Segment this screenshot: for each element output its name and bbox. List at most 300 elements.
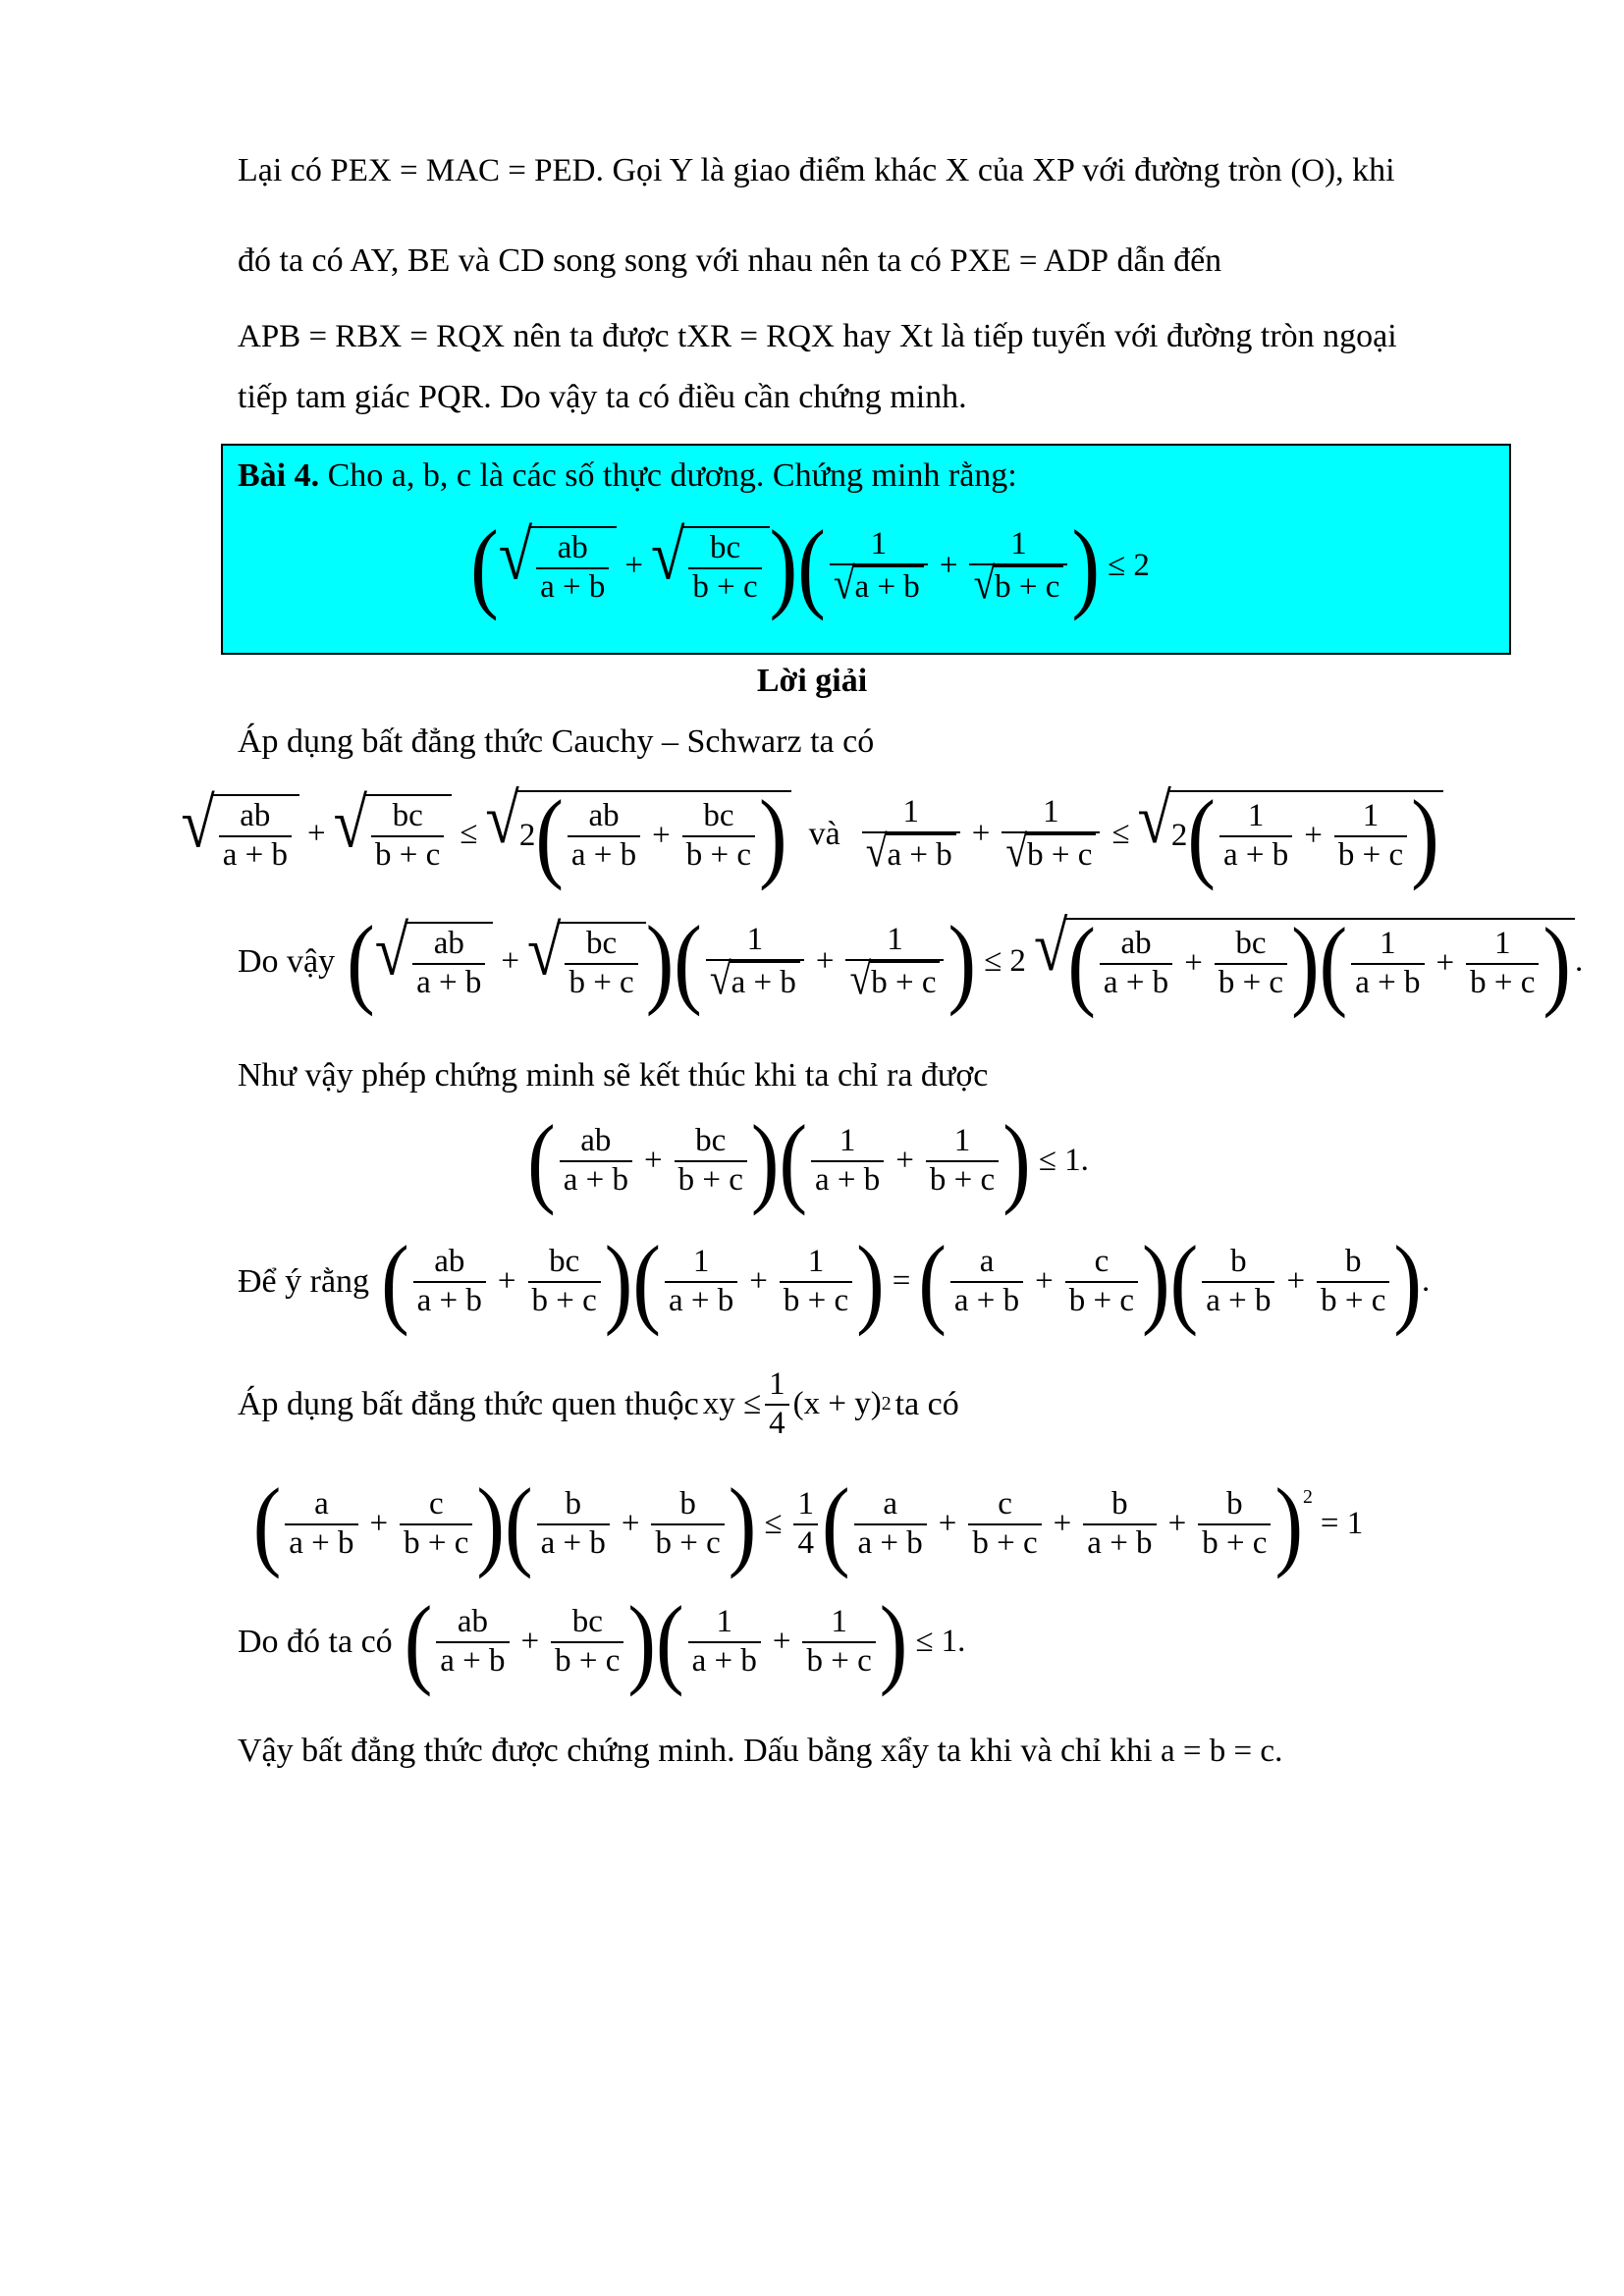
fraction (969, 526, 1067, 607)
intro-line-1 (238, 126, 1496, 216)
fraction (1065, 1244, 1138, 1320)
denominator: b + c (651, 1523, 724, 1563)
radical-sign: √ (973, 559, 996, 609)
denominator: a + b (1083, 1523, 1156, 1563)
fraction (688, 1604, 761, 1681)
numerator: a (979, 1243, 995, 1279)
numerator: bc (703, 797, 734, 833)
denominator: 4 (765, 1404, 789, 1443)
denominator: b + c (926, 1160, 999, 1200)
sqrt (973, 559, 1063, 609)
radical-sign: √ (1033, 906, 1068, 987)
solution-p1: Áp dụng bất đẳng thức Cauchy – Schwarz ta có (238, 723, 875, 760)
operator: + (1304, 818, 1323, 854)
numerator: b (1111, 1485, 1128, 1522)
numerator: bc (571, 1603, 603, 1639)
numerator: 1 (692, 1243, 710, 1279)
text: hay Xt là tiếp tuyến với đường tròn ngoại (834, 318, 1397, 354)
operator: ≤ 1. (915, 1624, 966, 1660)
numerator: b (1344, 1243, 1362, 1279)
fraction (845, 922, 944, 1002)
numerator: ab (588, 797, 620, 833)
paren: ( (1169, 1225, 1199, 1338)
denominator: a + b (854, 1523, 927, 1563)
sqrt (865, 827, 956, 877)
numerator: 1 (953, 1122, 971, 1158)
fraction (682, 798, 755, 875)
denominator: a + b (285, 1523, 357, 1563)
paren: ) (750, 1104, 780, 1217)
denominator: a + b (568, 835, 640, 875)
operator: + (1035, 1263, 1054, 1300)
intro-line-4: tiếp tam giác PQR. Do vậy ta có điều cần chứng minh. (238, 379, 967, 415)
operator: ≤ (1111, 816, 1130, 852)
operator: ≤ (460, 816, 478, 852)
numerator: 1 (797, 1485, 814, 1522)
fraction (1334, 798, 1407, 875)
text: ta có (894, 1385, 959, 1422)
math-inline: a = b = c (1161, 1734, 1275, 1769)
fraction (1100, 926, 1172, 1002)
denominator: b + c (1317, 1281, 1389, 1320)
problem-box (221, 444, 1511, 655)
radical-sign: √ (1005, 827, 1028, 877)
equation-am-gm (0, 1468, 1624, 1580)
numerator: 1 (1494, 925, 1511, 961)
exponent: 2 (881, 1393, 892, 1415)
operator: + (1184, 945, 1203, 982)
exponent: 2 (1303, 1486, 1313, 1508)
numerator: bc (709, 529, 741, 565)
fraction (1198, 1486, 1271, 1563)
numerator: bc (392, 797, 423, 833)
radical-sign: √ (527, 911, 562, 990)
paren: ) (1142, 1225, 1170, 1338)
label: Do đó ta có (238, 1623, 393, 1660)
numerator: bc (549, 1243, 580, 1279)
sqrt (485, 778, 790, 892)
radical-sign: √ (709, 954, 731, 1004)
fraction (651, 1486, 724, 1563)
denominator: a + b (665, 1281, 737, 1320)
operator: ≤ 1. (1038, 1143, 1089, 1179)
text: đó ta có AY, BE và CD song song với nhau nên ta có (238, 242, 950, 279)
numerator: 1 (887, 921, 903, 957)
paren: ( (527, 1104, 556, 1217)
text: , khi (1335, 152, 1395, 188)
radicand (1169, 779, 1443, 892)
math-part: . (1574, 943, 1584, 980)
numerator: 1 (831, 1603, 847, 1639)
radicand: a + b (853, 565, 924, 607)
denominator: b + c (802, 1641, 875, 1681)
numerator: ab (434, 1243, 465, 1279)
denominator: b + c (780, 1281, 852, 1320)
label: Để ý rằng (238, 1262, 370, 1300)
operator: + (497, 1263, 516, 1300)
radicand (530, 526, 617, 607)
equation-cauchy (0, 778, 1624, 892)
fraction (1466, 926, 1539, 1002)
operator: + (643, 1143, 663, 1179)
math-part: xy ≤ (702, 1386, 762, 1422)
operator: + (369, 1506, 389, 1542)
paren: ) (1393, 1225, 1422, 1338)
denominator: a + b (560, 1160, 632, 1200)
operator: = (892, 1263, 911, 1300)
numerator: 1 (1380, 925, 1396, 961)
denominator: a + b (412, 963, 485, 1002)
operator: + (1167, 1506, 1187, 1542)
text: Vậy bất đẳng thức được chứng minh. Dấu bằng xẩy ta khi và chỉ khi (238, 1733, 1162, 1769)
problem-text: Cho a, b, c là các số thực dương. Chứng minh rằng: (319, 457, 1017, 494)
paren: ) (1002, 1104, 1031, 1217)
numerator: 1 (716, 1603, 732, 1639)
operator: = 1 (1320, 1506, 1364, 1542)
paren: ( (535, 779, 564, 892)
fraction (565, 926, 637, 1002)
radical-sign: √ (374, 911, 409, 990)
paren: ) (856, 1225, 885, 1338)
intro-line-3 (238, 292, 1496, 382)
numerator: a (883, 1485, 897, 1522)
numerator: 1 (1247, 797, 1265, 833)
denominator: b + c (400, 1523, 472, 1563)
sqrt (374, 911, 494, 1002)
sqrt (709, 954, 800, 1004)
fraction (1219, 798, 1292, 875)
fraction (400, 1486, 472, 1563)
equation-do-vay (238, 905, 1584, 1020)
paren: ( (381, 1225, 409, 1338)
numerator: c (1094, 1243, 1110, 1279)
numerator: 1 (769, 1366, 785, 1402)
sqrt (833, 559, 924, 609)
radicand (559, 922, 645, 1002)
paren: ) (627, 1585, 656, 1698)
paren: ) (759, 779, 787, 892)
fraction (793, 1486, 818, 1563)
radicand (213, 794, 299, 875)
operator: + (749, 1263, 768, 1300)
radical-sign: √ (333, 783, 368, 863)
denominator: a + b (1202, 1281, 1274, 1320)
numerator: 1 (1362, 797, 1380, 833)
paren: ) (1291, 907, 1320, 1020)
paren: ( (779, 1104, 808, 1217)
equation-do-do (238, 1585, 973, 1698)
radical-sign: √ (865, 827, 888, 877)
numerator: ab (580, 1122, 612, 1158)
radicand: b + c (1025, 833, 1096, 875)
denominator (1001, 827, 1100, 877)
fraction (706, 922, 804, 1002)
problem-label: Bài 4. (238, 457, 320, 494)
paren: ( (505, 1468, 533, 1580)
denominator: a + b (219, 835, 292, 875)
fraction (1083, 1486, 1156, 1563)
paren: ) (728, 1468, 757, 1580)
operator: + (815, 943, 835, 980)
numerator: ab (240, 797, 271, 833)
radical-sign: √ (485, 778, 519, 859)
denominator (969, 559, 1067, 609)
radical-sign: √ (498, 515, 533, 595)
fraction (551, 1604, 623, 1681)
operator: ≤ (764, 1506, 783, 1542)
sqrt (1005, 827, 1096, 877)
denominator: a + b (1100, 963, 1172, 1002)
radicand (682, 526, 769, 607)
sqrt (527, 911, 646, 1002)
numerator: c (998, 1485, 1012, 1522)
radicand (406, 922, 493, 1002)
paren: ( (404, 1585, 433, 1698)
numerator: b (1230, 1243, 1247, 1279)
denominator: b + c (1466, 963, 1539, 1002)
fraction (371, 798, 444, 875)
text: nên ta được (504, 318, 678, 354)
fraction (780, 1244, 852, 1320)
numerator: ab (1120, 925, 1152, 961)
operator: + (971, 816, 991, 852)
denominator: a + b (1351, 963, 1424, 1002)
operator: + (895, 1143, 914, 1179)
fraction (665, 1244, 737, 1320)
text: Lại có (238, 152, 331, 188)
fraction (688, 530, 761, 607)
solution-p3 (238, 1366, 971, 1443)
denominator (706, 954, 804, 1004)
numerator: c (428, 1485, 444, 1522)
numerator: b (1226, 1485, 1243, 1522)
sqrt (333, 783, 453, 875)
denominator: b + c (551, 1641, 623, 1681)
fraction (560, 1123, 632, 1200)
denominator (862, 827, 960, 877)
denominator: a + b (537, 1523, 610, 1563)
denominator: a + b (950, 1281, 1023, 1320)
and-word: và (808, 815, 840, 852)
text: dẫn đến (1108, 242, 1222, 279)
operator: + (652, 818, 671, 854)
radicand: a + b (730, 961, 800, 1002)
paren: ) (604, 1225, 633, 1338)
radical-sign: √ (181, 783, 215, 863)
numerator: 1 (902, 793, 919, 829)
solution-p2: Như vậy phép chứng minh sẽ kết thúc khi ta chỉ ra được (238, 1057, 989, 1094)
math-part: . (1421, 1263, 1431, 1300)
sqrt (1137, 778, 1442, 892)
denominator (845, 954, 944, 1004)
denominator: a + b (688, 1641, 761, 1681)
paren: ) (1411, 779, 1439, 892)
math-part: 2 (518, 818, 536, 854)
math-inline: PXE = ADP (949, 243, 1109, 279)
fraction (537, 1486, 610, 1563)
paren: ) (879, 1585, 908, 1698)
denominator: b + c (1198, 1523, 1271, 1563)
sqrt (1033, 906, 1575, 1020)
denominator: a + b (536, 567, 609, 607)
paren: ( (656, 1585, 684, 1698)
paren: ( (821, 1468, 850, 1580)
paren-open: ( (797, 509, 826, 622)
rhs: ≤ 2 (1108, 548, 1150, 584)
paren: ( (632, 1225, 661, 1338)
numerator: b (565, 1485, 581, 1522)
paren: ( (1187, 779, 1216, 892)
text: . Gọi Y là giao điểm khác X của XP với đường tròn (595, 152, 1291, 188)
denominator: b + c (565, 963, 637, 1002)
operator: + (1435, 945, 1455, 982)
radicand: b + c (869, 961, 940, 1002)
paren: ) (1274, 1468, 1304, 1580)
sqrt (650, 515, 770, 607)
fraction (568, 798, 640, 875)
fraction (802, 1604, 875, 1681)
numerator: 1 (807, 1243, 825, 1279)
radicand (1065, 907, 1575, 1020)
fraction (675, 1123, 747, 1200)
problem-inequality (2, 509, 1624, 622)
paren: ( (1067, 907, 1096, 1020)
paren: ( (918, 1225, 947, 1338)
fraction (950, 1244, 1023, 1320)
numerator: bc (695, 1122, 727, 1158)
operator: + (621, 1506, 640, 1542)
fraction (1317, 1244, 1389, 1320)
numerator: 1 (746, 921, 764, 957)
fraction (528, 1244, 601, 1320)
numerator: ab (457, 1603, 488, 1639)
denominator: b + c (528, 1281, 601, 1320)
numerator: bc (1235, 925, 1267, 961)
equation-target (0, 1104, 1624, 1217)
denominator: b + c (1215, 963, 1287, 1002)
operator: ≤ 2 (984, 943, 1026, 980)
fraction (862, 794, 960, 875)
denominator: b + c (968, 1523, 1041, 1563)
radical-sign: √ (833, 559, 855, 609)
math-inline: (O) (1290, 153, 1336, 188)
text: Áp dụng bất đẳng thức quen thuộc (238, 1385, 699, 1422)
math-inline: PEX = MAC = PED (330, 153, 596, 188)
fraction (436, 1604, 509, 1681)
math-part: 2 (1170, 818, 1188, 854)
equation-de-y (238, 1225, 1431, 1338)
fraction (854, 1486, 927, 1563)
fraction (536, 530, 609, 607)
numerator: ab (557, 529, 588, 565)
operator: + (306, 816, 326, 852)
fraction (830, 526, 928, 607)
operator: + (520, 1624, 540, 1660)
denominator: a + b (811, 1160, 884, 1200)
paren: ( (674, 905, 702, 1018)
fraction (1351, 926, 1424, 1002)
paren-close: ) (769, 509, 798, 622)
denominator: 4 (793, 1523, 818, 1563)
denominator: a + b (1219, 835, 1292, 875)
fraction (968, 1486, 1041, 1563)
numerator: 1 (1010, 525, 1027, 561)
fraction (1215, 926, 1287, 1002)
numerator: ab (433, 925, 464, 961)
numerator: 1 (870, 525, 888, 561)
fraction (219, 798, 292, 875)
fraction (412, 926, 485, 1002)
operator: + (938, 1506, 957, 1542)
fraction (1001, 794, 1100, 875)
paren: ( (1319, 907, 1348, 1020)
paren: ) (476, 1468, 505, 1580)
denominator: b + c (675, 1160, 747, 1200)
fraction (765, 1366, 789, 1443)
numerator: 1 (839, 1122, 856, 1158)
operator: + (772, 1624, 791, 1660)
denominator: b + c (1065, 1281, 1138, 1320)
math-inline: tXR = RQX (677, 319, 835, 354)
sqrt (181, 783, 299, 875)
radical-sign: √ (849, 954, 872, 1004)
radical-sign: √ (650, 515, 685, 595)
fraction (1202, 1244, 1274, 1320)
denominator: a + b (413, 1281, 486, 1320)
plus: + (624, 548, 643, 584)
paren: ) (1543, 907, 1571, 1020)
denominator: b + c (688, 567, 761, 607)
label: Do vậy (238, 942, 336, 980)
text: . (1274, 1733, 1283, 1769)
solution-final (238, 1733, 1496, 1770)
radicand: b + c (993, 565, 1063, 607)
operator: + (1053, 1506, 1072, 1542)
numerator: 1 (1043, 793, 1059, 829)
paren: ( (252, 1468, 282, 1580)
sqrt (849, 954, 940, 1004)
operator: + (501, 943, 520, 980)
denominator: b + c (1334, 835, 1407, 875)
denominator: a + b (436, 1641, 509, 1681)
numerator: a (314, 1485, 329, 1522)
problem-statement (238, 457, 1017, 495)
denominator: b + c (682, 835, 755, 875)
fraction (926, 1123, 999, 1200)
fraction (413, 1244, 486, 1320)
numerator: b (679, 1485, 696, 1522)
fraction (811, 1123, 884, 1200)
paren-open: ( (470, 509, 499, 622)
fraction (285, 1486, 357, 1563)
radicand: a + b (885, 833, 955, 875)
radical-sign: √ (1137, 778, 1171, 859)
denominator: b + c (371, 835, 444, 875)
numerator: bc (585, 925, 618, 961)
math-inline: APB = RBX = RQX (238, 319, 505, 354)
plus: + (939, 548, 958, 584)
solution-heading: Lời giải (756, 663, 868, 699)
math-part: (x + y) (792, 1386, 882, 1422)
paren: ) (947, 905, 977, 1018)
paren: ) (645, 905, 675, 1018)
operator: + (1286, 1263, 1306, 1300)
paren-close: ) (1071, 509, 1101, 622)
sqrt (498, 515, 618, 607)
paren: ( (347, 905, 375, 1018)
radicand (365, 794, 452, 875)
denominator (830, 559, 928, 609)
